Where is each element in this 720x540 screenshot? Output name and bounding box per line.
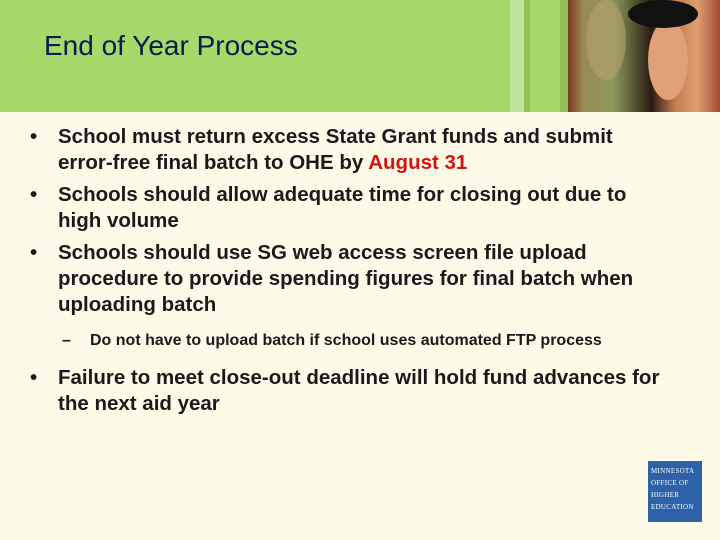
decorative-stripe [560, 0, 568, 112]
decorative-stripe [524, 0, 530, 112]
sub-bullet-item: – Do not have to upload batch if school uses automated FTP process [62, 332, 602, 349]
bullet-item: • Failure to meet close-out deadline will hold fund advances for the next aid year [30, 366, 660, 415]
graduates-photo [568, 0, 720, 112]
bullet-item: • Schools should allow adequate time for closing out due to high volume [30, 183, 627, 232]
bullet-item: • School must return excess State Grant funds and submit error-free final batch to OHE by August 31 [30, 125, 613, 174]
bullet-item: • Schools should use SG web access screen file upload procedure to provide spending figures for final batch when uploading batch [30, 241, 634, 316]
slide-title: End of Year Process [44, 30, 298, 61]
deadline-highlight: August 31 [368, 151, 468, 174]
ohe-logo: MINNESOTA OFFICE OF HIGHER EDUCATION [648, 461, 702, 522]
slide-content [30, 124, 670, 423]
